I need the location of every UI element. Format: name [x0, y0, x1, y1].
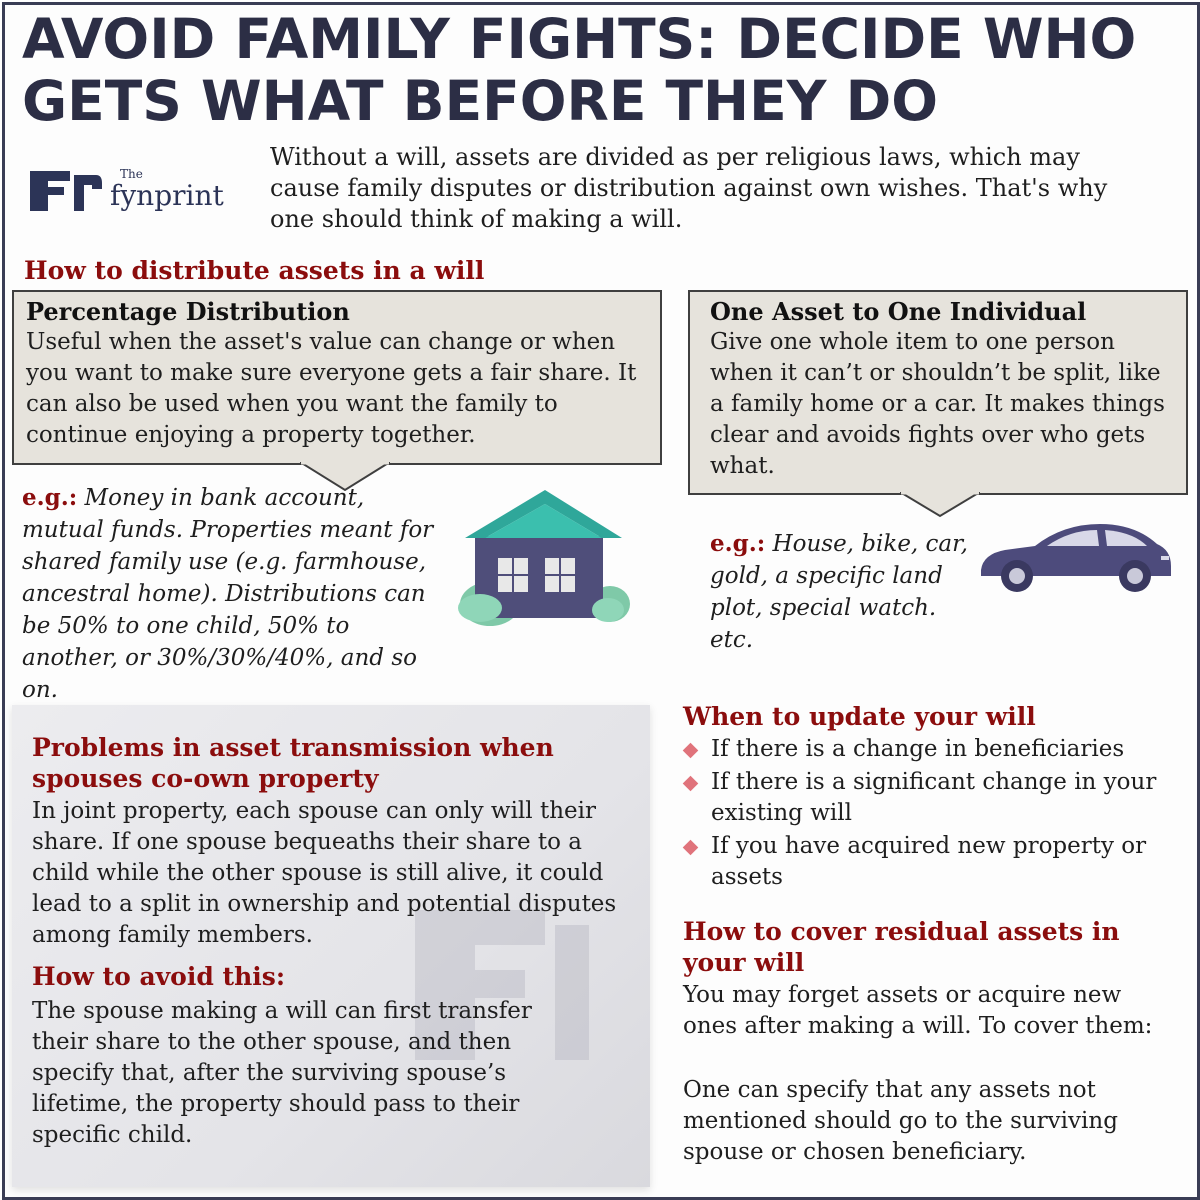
problems-heading: Problems in asset transmission when spouses co-own property [32, 733, 554, 793]
update-item [683, 767, 1183, 829]
update-item-text: If you have acquired new property or assets [711, 833, 1147, 890]
percentage-eg-label: e.g.: [22, 484, 78, 511]
diamond-bullet-icon [683, 776, 699, 792]
residual-text-2: One can specify that any assets not mentioned should go to the surviving spouse or chosen beneficiary. [683, 1077, 1118, 1165]
residual-text-1: You may forget assets or acquire new ones after making a will. To cover them: [683, 982, 1153, 1039]
percentage-box [12, 290, 662, 465]
percentage-eg-text: Money in bank account, mutual funds. Properties meant for shared family use (e.g. farmhouse, ancestral home). Distributions can be 50% to one child, 50% to another, or 30%/30%/40%, and so on. [22, 485, 434, 703]
one-asset-text: Give one whole item to one person when it can’t or shouldn’t be split, like a family home or a car. It makes things clear and avoids fights over who gets what. [710, 329, 1165, 479]
update-list [683, 734, 1183, 895]
one-asset-example [710, 528, 980, 656]
one-asset-box-pointer [900, 492, 980, 518]
one-asset-title: One Asset to One Individual [710, 297, 1087, 326]
avoid-text: The spouse making a will can first transfer their share to the other spouse, and then specify that, after the surviving spouse’s lifetime, the property should pass to their specific child. [32, 998, 532, 1148]
percentage-text: Useful when the asset's value can change or when you want to make sure everyone gets a fair share. It can also be used when you want the family to continue enjoying a property together. [26, 329, 637, 448]
intro-text: Without a will, assets are divided as per religious laws, which may cause family disputes or distribution against own wishes. That's why one should think of making a will. [270, 143, 1108, 233]
update-item-text: If there is a change in beneficiaries [711, 736, 1125, 762]
residual-heading: How to cover residual assets in your will [683, 917, 1120, 977]
diamond-bullet-icon [683, 840, 699, 856]
update-item [683, 831, 1183, 893]
update-heading: When to update your will [683, 702, 1036, 731]
one-asset-box [688, 290, 1188, 495]
percentage-example [22, 482, 452, 706]
diamond-bullet-icon [683, 743, 699, 759]
fynprint-logo [30, 165, 230, 215]
house-illustration [450, 486, 630, 626]
page-title: AVOID FAMILY FIGHTS: DECIDE WHO GETS WHAT BEFORE THEY DO [22, 7, 1137, 133]
update-item [683, 734, 1183, 765]
percentage-title: Percentage Distribution [26, 297, 350, 326]
distribute-heading: How to distribute assets in a will [24, 256, 485, 285]
logo-name: fynprint [110, 179, 224, 212]
car-illustration [975, 518, 1175, 596]
problems-text: In joint property, each spouse can only will their share. If one spouse bequeaths their share to a child while the other spouse is still alive, it could lead to a split in ownership and potential disputes among family members. [32, 798, 617, 948]
one-asset-eg-label: e.g.: [710, 530, 766, 557]
update-item-text: If there is a significant change in your existing will [711, 769, 1157, 826]
one-asset-eg-text: House, bike, car, gold, a specific land plot, special watch. etc. [710, 531, 968, 653]
logo-the: The [120, 167, 143, 181]
avoid-heading: How to avoid this: [32, 962, 286, 991]
